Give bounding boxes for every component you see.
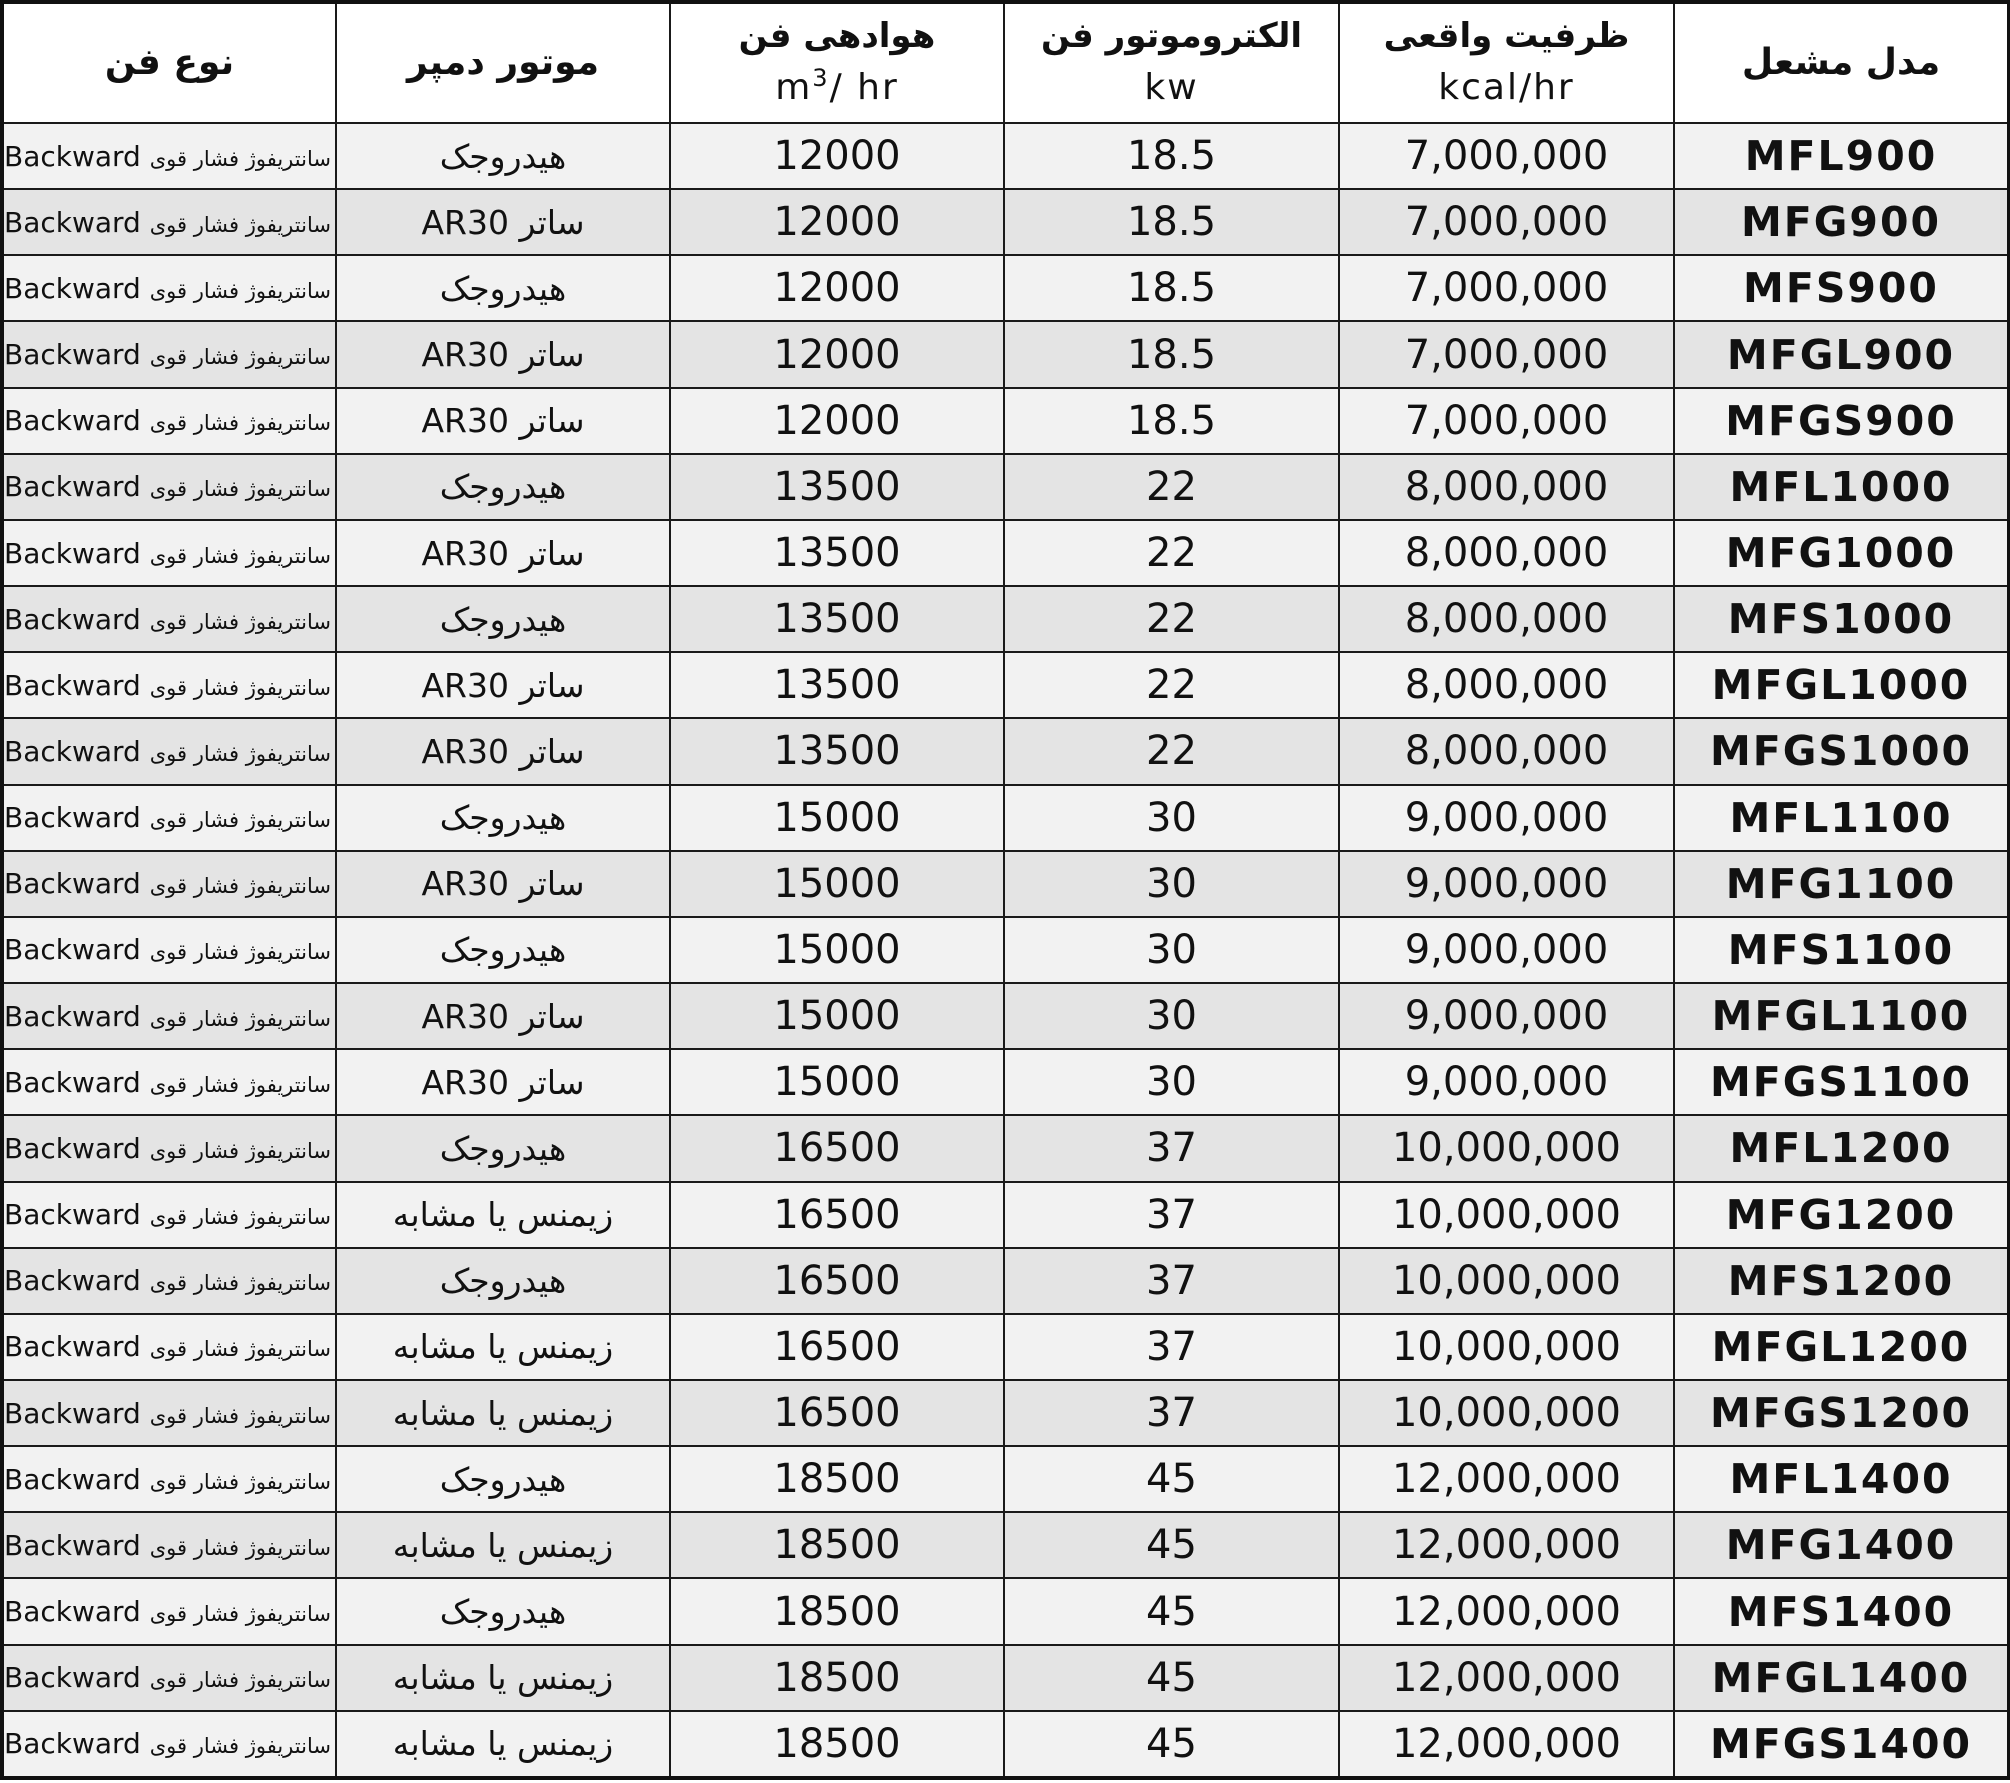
fan-type-persian: سانتریفوژ فشار قوی <box>149 212 331 237</box>
motor-power-cell: 18.5 <box>1004 123 1339 189</box>
damper-motor-cell: زیمنس یا مشابه <box>336 1645 670 1711</box>
damper-motor-cell: زیمنس یا مشابه <box>336 1182 670 1248</box>
fan-type-cell <box>2 189 336 255</box>
damper-motor-cell: ساتر AR30 <box>336 718 670 784</box>
motor-power-cell: 37 <box>1004 1248 1339 1314</box>
table-row <box>2 255 2009 321</box>
header-motor <box>1004 2 1339 123</box>
table-row <box>2 1578 2009 1644</box>
capacity-cell: 8,000,000 <box>1339 586 1674 652</box>
airflow-cell: 13500 <box>670 718 1004 784</box>
capacity-cell: 12,000,000 <box>1339 1512 1674 1578</box>
capacity-cell: 10,000,000 <box>1339 1115 1674 1181</box>
model-cell: MFL1200 <box>1674 1115 2009 1181</box>
airflow-cell: 15000 <box>670 983 1004 1049</box>
motor-power-cell: 22 <box>1004 652 1339 718</box>
motor-power-cell: 37 <box>1004 1314 1339 1380</box>
table-row <box>2 586 2009 652</box>
model-cell: MFGL1000 <box>1674 652 2009 718</box>
table-row <box>2 1248 2009 1314</box>
airflow-unit-rest: / hr <box>829 67 899 109</box>
model-cell: MFG1200 <box>1674 1182 2009 1248</box>
fan-type-latin: Backward <box>4 1264 141 1298</box>
fan-type-cell <box>2 520 336 586</box>
fan-type-persian: سانتریفوژ فشار قوی <box>149 146 331 171</box>
fan-type-latin: Backward <box>4 933 141 967</box>
fan-type-cell <box>2 1248 336 1314</box>
header-airflow-label: هوادهی فن <box>738 15 936 56</box>
motor-power-cell: 45 <box>1004 1512 1339 1578</box>
header-motor-unit: kw <box>1144 66 1199 108</box>
fan-type-latin: Backward <box>4 1131 141 1165</box>
table-row <box>2 123 2009 189</box>
airflow-cell: 18500 <box>670 1645 1004 1711</box>
fan-type-cell <box>2 586 336 652</box>
capacity-cell: 9,000,000 <box>1339 917 1674 983</box>
fan-type-persian: سانتریفوژ فشار قوی <box>149 609 331 634</box>
table-row <box>2 321 2009 387</box>
fan-type-cell <box>2 1049 336 1115</box>
damper-motor-cell: هیدروجک <box>336 123 670 189</box>
fan-type-persian: سانتریفوژ فشار قوی <box>149 675 331 700</box>
motor-power-cell: 30 <box>1004 917 1339 983</box>
airflow-cell: 18500 <box>670 1711 1004 1778</box>
motor-power-cell: 18.5 <box>1004 255 1339 321</box>
model-cell: MFS1000 <box>1674 586 2009 652</box>
capacity-cell: 7,000,000 <box>1339 123 1674 189</box>
table-row <box>2 718 2009 784</box>
fan-type-latin: Backward <box>4 139 141 173</box>
capacity-cell: 8,000,000 <box>1339 718 1674 784</box>
fan-type-persian: سانتریفوژ فشار قوی <box>149 808 331 833</box>
header-capacity <box>1339 2 1674 123</box>
header-airflow <box>670 2 1004 123</box>
damper-motor-cell: هیدروجک <box>336 255 670 321</box>
airflow-cell: 16500 <box>670 1115 1004 1181</box>
airflow-cell: 15000 <box>670 851 1004 917</box>
airflow-cell: 15000 <box>670 917 1004 983</box>
capacity-cell: 12,000,000 <box>1339 1711 1674 1778</box>
fan-type-cell <box>2 1182 336 1248</box>
header-fan-type: نوع فن <box>2 2 336 123</box>
capacity-cell: 8,000,000 <box>1339 520 1674 586</box>
capacity-cell: 12,000,000 <box>1339 1446 1674 1512</box>
fan-type-persian: سانتریفوژ فشار قوی <box>149 1138 331 1163</box>
fan-type-cell <box>2 1115 336 1181</box>
motor-power-cell: 45 <box>1004 1711 1339 1778</box>
motor-power-cell: 18.5 <box>1004 388 1339 454</box>
airflow-cell: 13500 <box>670 652 1004 718</box>
table-row <box>2 1115 2009 1181</box>
fan-type-cell <box>2 1512 336 1578</box>
fan-type-persian: سانتریفوژ فشار قوی <box>149 477 331 502</box>
airflow-cell: 16500 <box>670 1182 1004 1248</box>
fan-type-cell <box>2 917 336 983</box>
table-row <box>2 851 2009 917</box>
motor-power-cell: 22 <box>1004 520 1339 586</box>
damper-motor-cell: هیدروجک <box>336 1248 670 1314</box>
fan-type-persian: سانتریفوژ فشار قوی <box>149 1734 331 1759</box>
capacity-cell: 9,000,000 <box>1339 1049 1674 1115</box>
model-cell: MFS1200 <box>1674 1248 2009 1314</box>
table-row <box>2 1446 2009 1512</box>
header-capacity-unit: kcal/hr <box>1438 66 1575 108</box>
header-damper: موتور دمپر <box>336 2 670 123</box>
airflow-cell: 13500 <box>670 520 1004 586</box>
airflow-unit-base: m <box>775 67 813 109</box>
fan-type-cell <box>2 718 336 784</box>
fan-type-cell <box>2 321 336 387</box>
fan-type-persian: سانتریفوژ فشار قوی <box>149 940 331 965</box>
damper-motor-cell: ساتر AR30 <box>336 321 670 387</box>
fan-type-cell <box>2 1380 336 1446</box>
fan-type-persian: سانتریفوژ فشار قوی <box>149 741 331 766</box>
fan-type-latin: Backward <box>4 668 141 702</box>
table-row <box>2 1645 2009 1711</box>
table-row <box>2 189 2009 255</box>
motor-power-cell: 18.5 <box>1004 321 1339 387</box>
motor-power-cell: 45 <box>1004 1446 1339 1512</box>
model-cell: MFL900 <box>1674 123 2009 189</box>
fan-type-cell <box>2 123 336 189</box>
fan-type-persian: سانتریفوژ فشار قوی <box>149 1006 331 1031</box>
fan-type-cell <box>2 785 336 851</box>
damper-motor-cell: ساتر AR30 <box>336 189 670 255</box>
model-cell: MFL1000 <box>1674 454 2009 520</box>
capacity-cell: 7,000,000 <box>1339 388 1674 454</box>
airflow-cell: 15000 <box>670 1049 1004 1115</box>
damper-motor-cell: ساتر AR30 <box>336 388 670 454</box>
damper-motor-cell: ساتر AR30 <box>336 520 670 586</box>
damper-motor-cell: زیمنس یا مشابه <box>336 1512 670 1578</box>
header-motor-label: الکتروموتور فن <box>1040 16 1303 57</box>
table-row <box>2 917 2009 983</box>
fan-type-latin: Backward <box>4 1528 141 1562</box>
fan-type-latin: Backward <box>4 602 141 636</box>
damper-motor-cell: هیدروجک <box>336 586 670 652</box>
motor-power-cell: 45 <box>1004 1578 1339 1644</box>
model-cell: MFS1100 <box>1674 917 2009 983</box>
capacity-cell: 8,000,000 <box>1339 454 1674 520</box>
model-cell: MFL1400 <box>1674 1446 2009 1512</box>
damper-motor-cell: ساتر AR30 <box>336 1049 670 1115</box>
motor-power-cell: 22 <box>1004 718 1339 784</box>
capacity-cell: 10,000,000 <box>1339 1182 1674 1248</box>
capacity-cell: 9,000,000 <box>1339 785 1674 851</box>
fan-type-latin: Backward <box>4 1595 141 1629</box>
model-cell: MFL1100 <box>1674 785 2009 851</box>
airflow-unit-sup: 3 <box>812 64 830 93</box>
motor-power-cell: 30 <box>1004 785 1339 851</box>
damper-motor-cell: هیدروجک <box>336 1115 670 1181</box>
damper-motor-cell: هیدروجک <box>336 1578 670 1644</box>
damper-motor-cell: ساتر AR30 <box>336 851 670 917</box>
table-row <box>2 388 2009 454</box>
fan-type-latin: Backward <box>4 1462 141 1496</box>
damper-motor-cell: زیمنس یا مشابه <box>336 1314 670 1380</box>
table-row <box>2 454 2009 520</box>
header-airflow-unit <box>671 61 1003 114</box>
damper-motor-cell: هیدروجک <box>336 454 670 520</box>
table-row <box>2 1182 2009 1248</box>
fan-type-latin: Backward <box>4 734 141 768</box>
fan-type-persian: سانتریفوژ فشار قوی <box>149 543 331 568</box>
model-cell: MFGL1100 <box>1674 983 2009 1049</box>
airflow-cell: 13500 <box>670 586 1004 652</box>
fan-type-latin: Backward <box>4 271 141 305</box>
airflow-cell: 13500 <box>670 454 1004 520</box>
model-cell: MFGS1200 <box>1674 1380 2009 1446</box>
capacity-cell: 12,000,000 <box>1339 1578 1674 1644</box>
airflow-cell: 18500 <box>670 1578 1004 1644</box>
fan-type-cell <box>2 1314 336 1380</box>
table-row <box>2 785 2009 851</box>
capacity-cell: 10,000,000 <box>1339 1380 1674 1446</box>
fan-type-cell <box>2 388 336 454</box>
fan-type-persian: سانتریفوژ فشار قوی <box>149 874 331 899</box>
fan-type-cell <box>2 1645 336 1711</box>
motor-power-cell: 22 <box>1004 454 1339 520</box>
airflow-cell: 15000 <box>670 785 1004 851</box>
fan-type-cell <box>2 983 336 1049</box>
capacity-cell: 12,000,000 <box>1339 1645 1674 1711</box>
table-body <box>2 123 2009 1778</box>
motor-power-cell: 18.5 <box>1004 189 1339 255</box>
fan-type-persian: سانتریفوژ فشار قوی <box>149 1469 331 1494</box>
damper-motor-cell: هیدروجک <box>336 785 670 851</box>
airflow-cell: 16500 <box>670 1248 1004 1314</box>
model-cell: MFS1400 <box>1674 1578 2009 1644</box>
damper-motor-cell: هیدروجک <box>336 917 670 983</box>
motor-power-cell: 22 <box>1004 586 1339 652</box>
table-row <box>2 983 2009 1049</box>
motor-power-cell: 37 <box>1004 1115 1339 1181</box>
table-row <box>2 520 2009 586</box>
fan-type-cell <box>2 652 336 718</box>
fan-type-persian: سانتریفوژ فشار قوی <box>149 1535 331 1560</box>
capacity-cell: 7,000,000 <box>1339 189 1674 255</box>
model-cell: MFG1000 <box>1674 520 2009 586</box>
capacity-cell: 10,000,000 <box>1339 1248 1674 1314</box>
capacity-cell: 7,000,000 <box>1339 321 1674 387</box>
table-row <box>2 652 2009 718</box>
airflow-cell: 18500 <box>670 1512 1004 1578</box>
table-row <box>2 1380 2009 1446</box>
capacity-cell: 9,000,000 <box>1339 983 1674 1049</box>
model-cell: MFGS1000 <box>1674 718 2009 784</box>
capacity-cell: 9,000,000 <box>1339 851 1674 917</box>
table-row <box>2 1711 2009 1778</box>
airflow-cell: 12000 <box>670 255 1004 321</box>
table-row <box>2 1512 2009 1578</box>
model-cell: MFGS900 <box>1674 388 2009 454</box>
fan-type-latin: Backward <box>4 536 141 570</box>
fan-type-cell <box>2 1578 336 1644</box>
fan-type-persian: سانتریفوژ فشار قوی <box>149 1205 331 1230</box>
fan-type-latin: Backward <box>4 1661 141 1695</box>
fan-type-cell <box>2 851 336 917</box>
header-capacity-label: ظرفیت واقعی <box>1383 16 1630 57</box>
fan-type-latin: Backward <box>4 404 141 438</box>
fan-type-persian: سانتریفوژ فشار قوی <box>149 1403 331 1428</box>
capacity-cell: 7,000,000 <box>1339 255 1674 321</box>
airflow-cell: 12000 <box>670 189 1004 255</box>
fan-type-cell <box>2 1711 336 1778</box>
airflow-cell: 16500 <box>670 1380 1004 1446</box>
motor-power-cell: 30 <box>1004 983 1339 1049</box>
fan-type-cell <box>2 454 336 520</box>
fan-type-latin: Backward <box>4 1396 141 1430</box>
fan-type-latin: Backward <box>4 867 141 901</box>
fan-type-latin: Backward <box>4 999 141 1033</box>
airflow-cell: 12000 <box>670 123 1004 189</box>
table-row <box>2 1049 2009 1115</box>
damper-motor-cell: زیمنس یا مشابه <box>336 1711 670 1778</box>
motor-power-cell: 37 <box>1004 1182 1339 1248</box>
model-cell: MFS900 <box>1674 255 2009 321</box>
damper-motor-cell: زیمنس یا مشابه <box>336 1380 670 1446</box>
model-cell: MFG1100 <box>1674 851 2009 917</box>
motor-power-cell: 37 <box>1004 1380 1339 1446</box>
model-cell: MFGL900 <box>1674 321 2009 387</box>
capacity-cell: 10,000,000 <box>1339 1314 1674 1380</box>
fan-type-latin: Backward <box>4 470 141 504</box>
motor-power-cell: 30 <box>1004 851 1339 917</box>
fan-type-cell <box>2 255 336 321</box>
fan-type-latin: Backward <box>4 1065 141 1099</box>
fan-type-latin: Backward <box>4 1727 141 1761</box>
fan-type-persian: سانتریفوژ فشار قوی <box>149 345 331 370</box>
airflow-cell: 18500 <box>670 1446 1004 1512</box>
table-row <box>2 1314 2009 1380</box>
motor-power-cell: 45 <box>1004 1645 1339 1711</box>
fan-type-latin: Backward <box>4 1198 141 1232</box>
fan-type-persian: سانتریفوژ فشار قوی <box>149 1271 331 1296</box>
fan-type-persian: سانتریفوژ فشار قوی <box>149 278 331 303</box>
airflow-cell: 12000 <box>670 388 1004 454</box>
damper-motor-cell: ساتر AR30 <box>336 652 670 718</box>
header-model: مدل مشعل <box>1674 2 2009 123</box>
airflow-cell: 16500 <box>670 1314 1004 1380</box>
fan-type-latin: Backward <box>4 205 141 239</box>
fan-type-persian: سانتریفوژ فشار قوی <box>149 411 331 436</box>
fan-type-persian: سانتریفوژ فشار قوی <box>149 1072 331 1097</box>
fan-type-persian: سانتریفوژ فشار قوی <box>149 1668 331 1693</box>
table-header-row <box>2 2 2009 123</box>
fan-type-latin: Backward <box>4 801 141 835</box>
fan-type-cell <box>2 1446 336 1512</box>
damper-motor-cell: هیدروجک <box>336 1446 670 1512</box>
fan-type-persian: سانتریفوژ فشار قوی <box>149 1602 331 1627</box>
model-cell: MFG1400 <box>1674 1512 2009 1578</box>
capacity-cell: 8,000,000 <box>1339 652 1674 718</box>
damper-motor-cell: ساتر AR30 <box>336 983 670 1049</box>
model-cell: MFGL1200 <box>1674 1314 2009 1380</box>
model-cell: MFGS1400 <box>1674 1711 2009 1778</box>
model-cell: MFGL1400 <box>1674 1645 2009 1711</box>
airflow-cell: 12000 <box>670 321 1004 387</box>
model-cell: MFGS1100 <box>1674 1049 2009 1115</box>
model-cell: MFG900 <box>1674 189 2009 255</box>
fan-type-persian: سانتریفوژ فشار قوی <box>149 1337 331 1362</box>
motor-power-cell: 30 <box>1004 1049 1339 1115</box>
fan-type-latin: Backward <box>4 338 141 372</box>
fan-type-latin: Backward <box>4 1330 141 1364</box>
